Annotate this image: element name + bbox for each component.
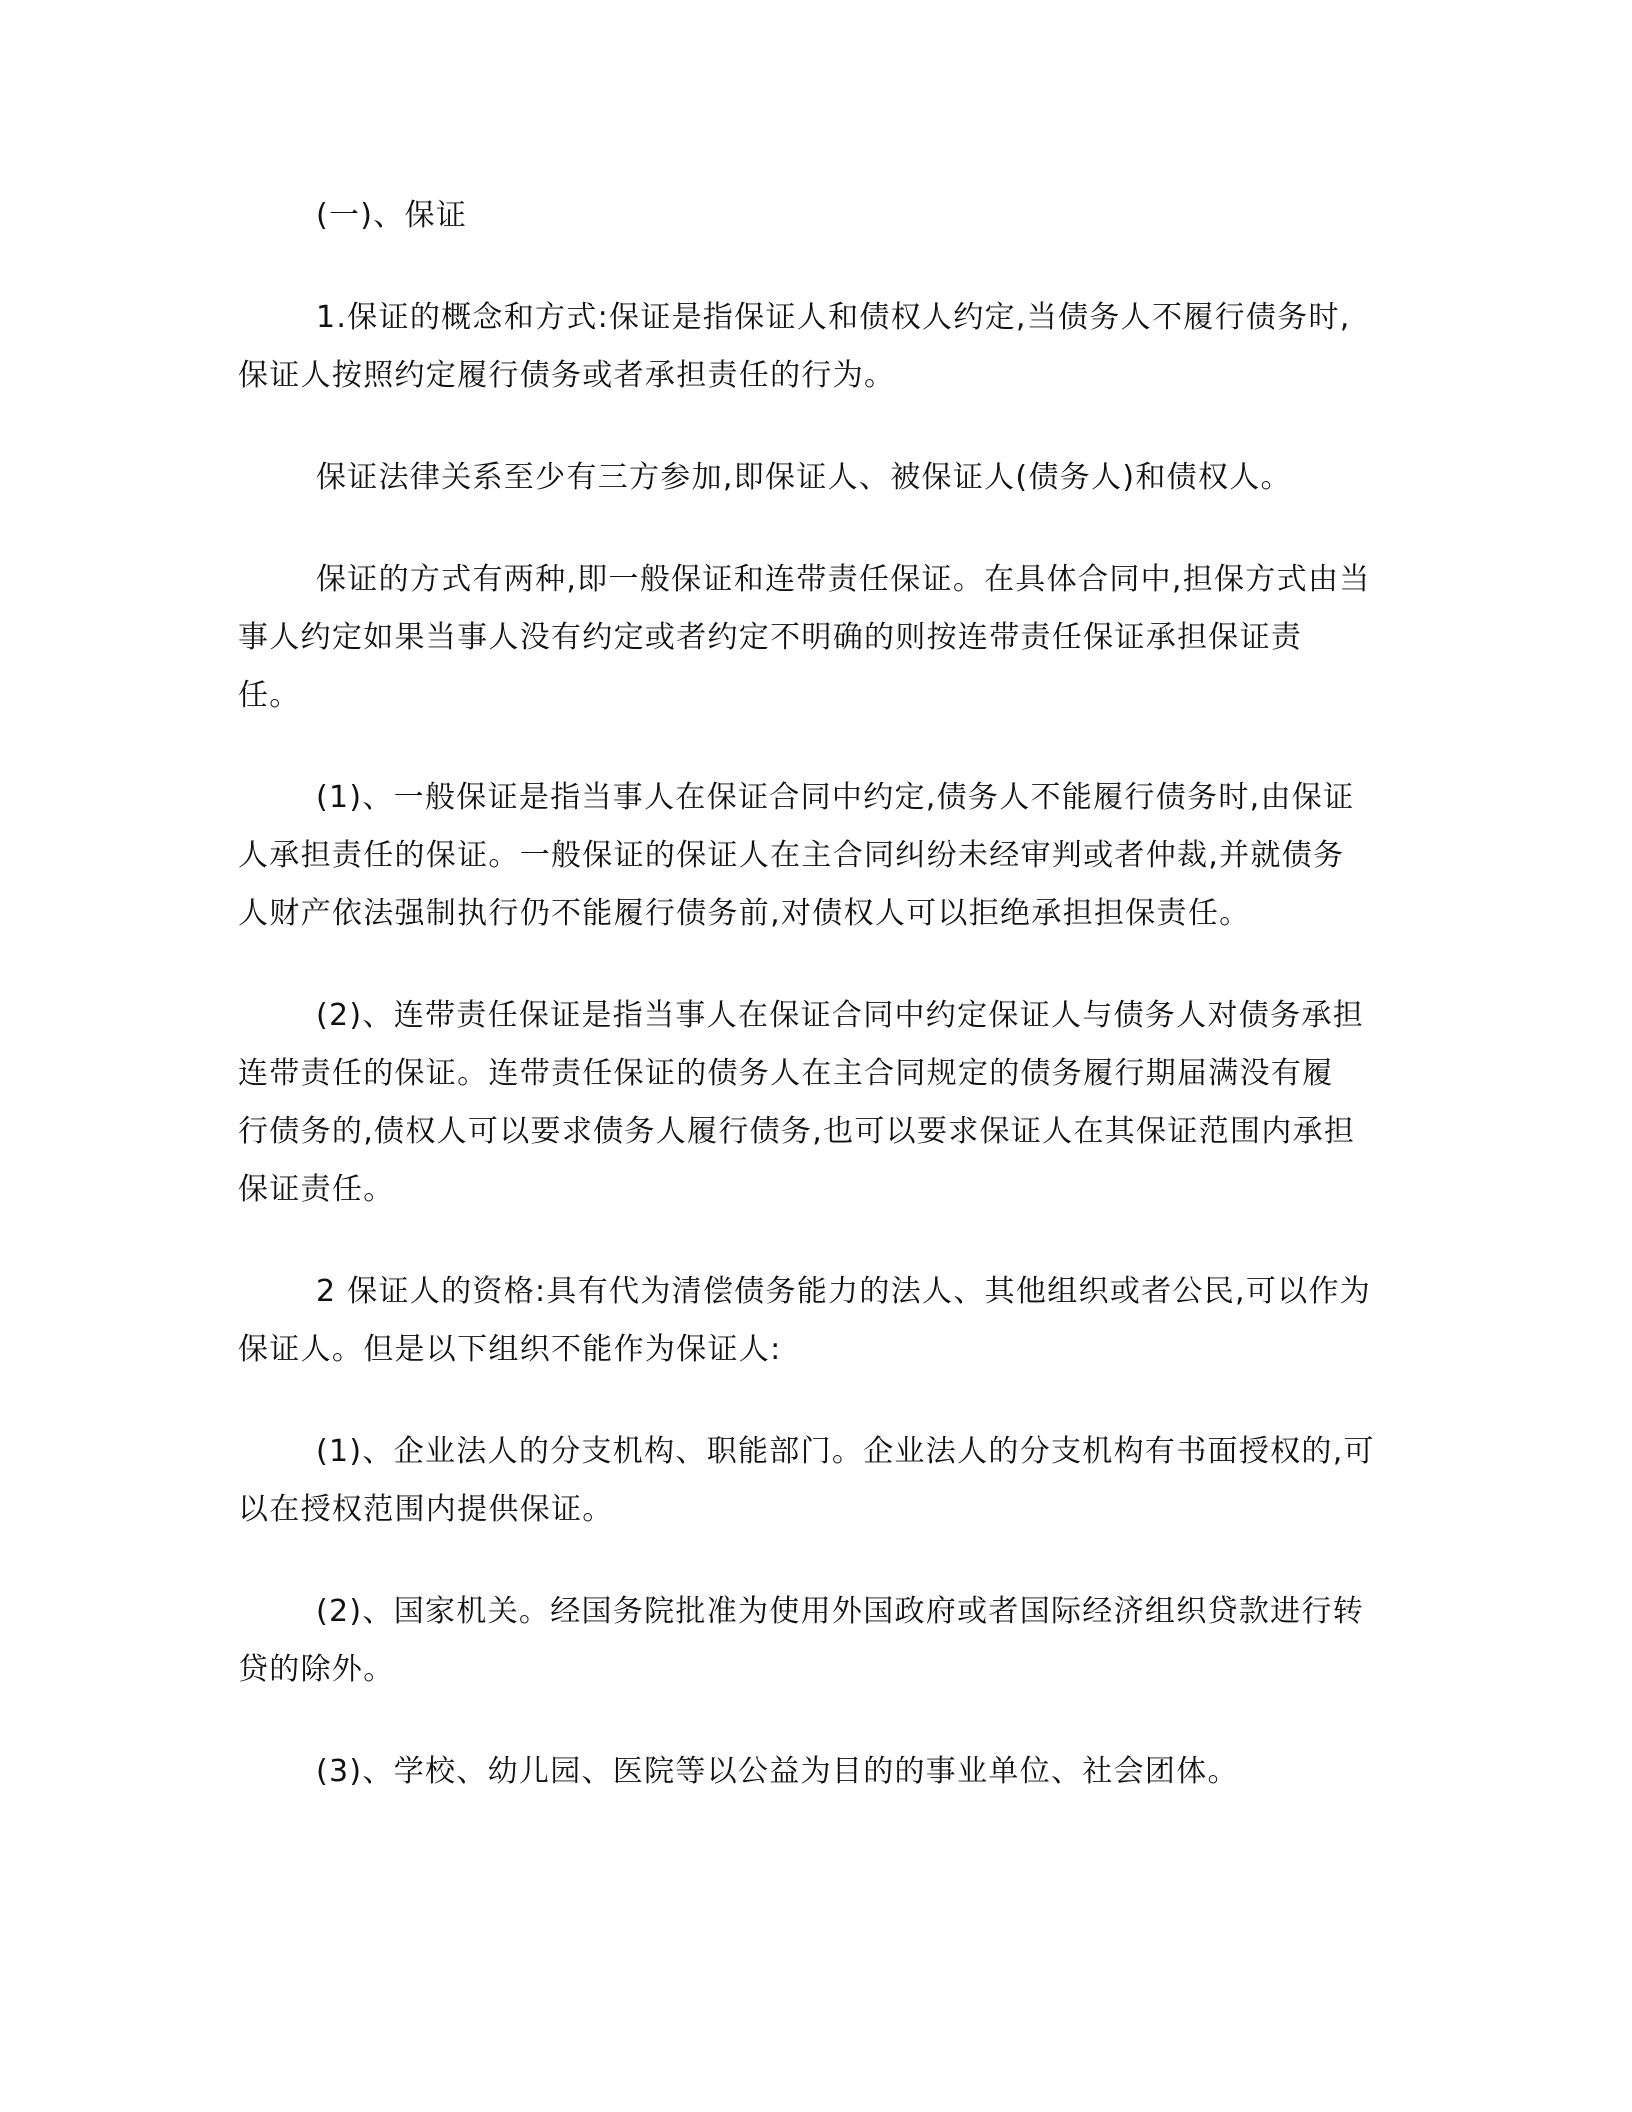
paragraph-line: 保证责任。 [238, 1172, 395, 1207]
paragraph-line: 保证法律关系至少有三方参加,即保证人、被保证人(债务人)和债权人。 [316, 460, 1292, 495]
paragraph-line: 人财产依法强制执行仍不能履行债务前,对债权人可以拒绝承担担保责任。 [238, 896, 1251, 931]
paragraph-line: (1)、企业法人的分支机构、职能部门。企业法人的分支机构有书面授权的,可 [316, 1434, 1375, 1469]
paragraph-line: 事人约定如果当事人没有约定或者约定不明确的则按连带责任保证承担保证责 [238, 620, 1303, 655]
paragraph-line: 任。 [238, 678, 301, 713]
paragraph-line: 人承担责任的保证。一般保证的保证人在主合同纠纷未经审判或者仲裁,并就债务 [238, 838, 1345, 873]
paragraph-line: 连带责任的保证。连带责任保证的债务人在主合同规定的债务履行期届满没有履 [238, 1056, 1334, 1091]
paragraph-line: 保证的方式有两种,即一般保证和连带责任保证。在具体合同中,担保方式由当 [316, 562, 1371, 597]
paragraph-line: 行债务的,债权人可以要求债务人履行债务,也可以要求保证人在其保证范围内承担 [238, 1114, 1356, 1149]
paragraph-line: 以在授权范围内提供保证。 [238, 1492, 614, 1527]
paragraph-line: (3)、学校、幼儿园、医院等以公益为目的的事业单位、社会团体。 [316, 1754, 1239, 1789]
paragraph-line: 2 保证人的资格:具有代为清偿债务能力的法人、其他组织或者公民,可以作为 [316, 1274, 1372, 1309]
section-heading: (一)、保证 [316, 198, 468, 233]
paragraph-line: 保证人按照约定履行债务或者承担责任的行为。 [238, 358, 896, 393]
paragraph-line: 贷的除外。 [238, 1652, 395, 1687]
paragraph-line: 保证人。但是以下组织不能作为保证人: [238, 1332, 782, 1367]
paragraph-line: (2)、连带责任保证是指当事人在保证合同中约定保证人与债务人对债务承担 [316, 998, 1364, 1033]
paragraph-line: (1)、一般保证是指当事人在保证合同中约定,债务人不能履行债务时,由保证 [316, 780, 1355, 815]
paragraph-line: 1.保证的概念和方式:保证是指保证人和债权人约定,当债务人不履行债务时, [316, 300, 1351, 335]
paragraph-line: (2)、国家机关。经国务院批准为使用外国政府或者国际经济组织贷款进行转 [316, 1594, 1364, 1629]
